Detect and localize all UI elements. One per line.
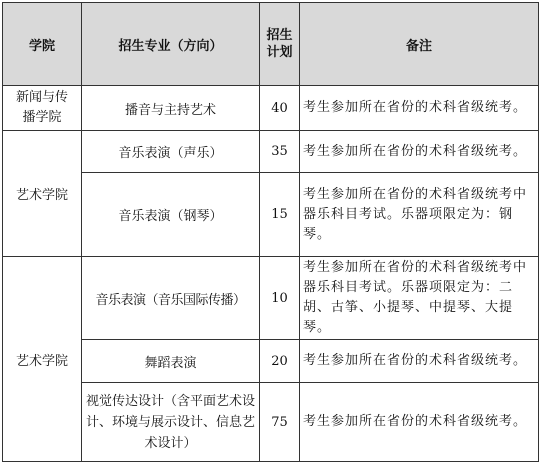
college-cell: 艺术学院	[3, 257, 82, 462]
plan-cell: 35	[260, 131, 300, 173]
college-line1: 新闻与传	[15, 90, 68, 105]
header-college: 学院	[3, 3, 82, 86]
note-cell	[300, 383, 539, 462]
major-cell: 音乐表演（声乐）	[82, 131, 260, 173]
note-text: 考生参加所在省份的术科省级统考。	[303, 414, 528, 429]
note-text: 考生参加所在省份的术科省级统考中器乐科目考试。乐器项限定为：钢琴。	[303, 186, 528, 242]
major-cell: 音乐表演（音乐国际传播）	[82, 257, 260, 340]
table-row	[3, 173, 539, 257]
header-major: 招生专业（方向）	[82, 3, 260, 86]
table-row	[3, 131, 539, 173]
college-cell: 艺术学院	[3, 131, 82, 257]
note-text: 考生参加所在省份的术科省级统考。	[303, 143, 528, 159]
note-cell	[300, 340, 539, 383]
note-cell	[300, 173, 539, 257]
header-plan-line2: 计划	[266, 45, 293, 60]
major-cell: 舞蹈表演	[82, 340, 260, 383]
college-cell	[3, 86, 82, 131]
note-cell	[300, 257, 539, 340]
major-cell: 音乐表演（钢琴）	[82, 173, 260, 257]
header-plan	[260, 3, 300, 86]
table-row	[3, 86, 539, 131]
note-cell	[300, 131, 539, 173]
table-row	[3, 257, 539, 340]
college-line2: 播学院	[22, 110, 62, 125]
note-text: 考生参加所在省份的术科省级统考中器乐科目考试。乐器项限定为：二胡、古筝、小提琴、中提琴、大提琴。	[303, 260, 528, 335]
plan-cell: 20	[260, 340, 300, 383]
plan-cell: 15	[260, 173, 300, 257]
major-cell	[82, 383, 260, 462]
admissions-table	[2, 2, 539, 462]
major-text: 视觉传达设计（含平面艺术设计、环境与展示设计、信息艺术设计）	[85, 393, 255, 451]
plan-cell: 75	[260, 383, 300, 462]
header-row	[3, 3, 539, 86]
plan-cell: 40	[260, 86, 300, 131]
header-note: 备注	[300, 3, 539, 86]
header-plan-line1: 招生	[266, 28, 293, 43]
major-cell: 播音与主持艺术	[82, 86, 260, 131]
note-cell	[300, 86, 539, 131]
table-row	[3, 340, 539, 383]
note-text: 考生参加所在省份的术科省级统考。	[303, 100, 528, 115]
note-text: 考生参加所在省份的术科省级统考。	[303, 353, 528, 368]
table-row	[3, 383, 539, 462]
plan-cell: 10	[260, 257, 300, 340]
